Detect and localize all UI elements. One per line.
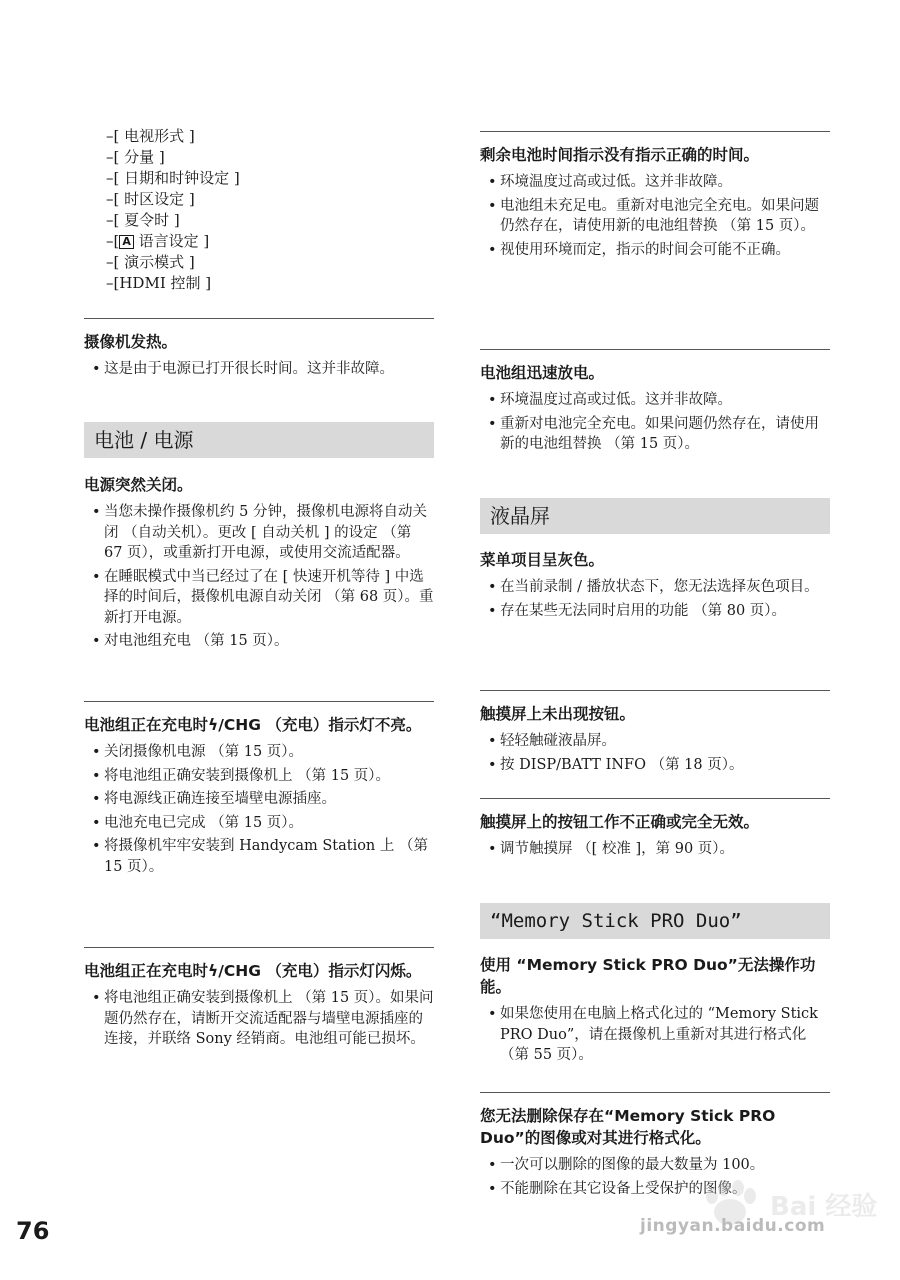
band-title: 液晶屏 (490, 504, 550, 528)
section-power-off (84, 474, 434, 655)
bullet-item: • 重新对电池完全充电。如果问题仍然存在，请使用新的电池组替换 （第 15 页）。 (480, 414, 830, 455)
section-chg-flashing (84, 947, 434, 1053)
section-heading: 剩余电池时间指示没有指示正确的时间。 (480, 146, 760, 164)
section-heading: 使用 “Memory Stick PRO Duo”无法操作功能。 (480, 956, 816, 996)
bullet-item: • 电池组未充足电。重新对电池完全充电。如果问题仍然存在，请使用新的电池组替换 （第 15 页）。 (480, 196, 830, 237)
section-no-buttons (480, 690, 830, 778)
menu-list-item: –[ 时区设定 ] (106, 190, 195, 208)
section-heading: 触摸屏上未出现按钮。 (480, 705, 636, 723)
band-title: 电池 / 电源 (94, 428, 194, 452)
section-battery-time (480, 131, 830, 263)
bullet-item: • 在睡眠模式中当已经过了在 [ 快速开机等待 ] 中选择的时间后，摄像机电源自动关闭 （第 68 页）。重新打开电源。 (84, 567, 434, 629)
bullet-item: • 按 DISP/BATT INFO （第 18 页）。 (480, 755, 830, 776)
menu-list-item: –[ 演示模式 ] (106, 253, 195, 271)
menu-list-item-language: –[ A 语言设定 ] (106, 232, 210, 250)
bullet-item: • 环境温度过高或过低。这并非故障。 (480, 172, 830, 193)
language-icon: A (119, 235, 134, 249)
section-heading: 电池组迅速放电。 (480, 364, 605, 382)
section-camera-hot (84, 318, 434, 383)
section-heading: 电源突然关闭。 (84, 476, 193, 494)
section-ms-function (480, 954, 830, 1069)
bullet-item: • 不能删除在其它设备上受保护的图像。 (480, 1179, 830, 1200)
bullet-item: • 关闭摄像机电源 （第 15 页）。 (84, 742, 434, 763)
menu-list-item: –[ 夏令时 ] (106, 211, 180, 229)
section-heading: 摄像机发热。 (84, 333, 178, 351)
bullet-item: • 电池充电已完成 （第 15 页）。 (84, 813, 434, 834)
bullet-item: • 调节触摸屏 （[ 校准 ]，第 90 页）。 (480, 839, 830, 860)
page-number: 76 (16, 1217, 50, 1245)
bullet-item: • 轻轻触碰液晶屏。 (480, 731, 830, 752)
section-heading: 电池组正在充电时ϟ/CHG （充电）指示灯闪烁。 (84, 962, 422, 980)
bullet-item: • 环境温度过高或过低。这并非故障。 (480, 390, 830, 411)
section-heading: 电池组正在充电时ϟ/CHG （充电）指示灯不亮。 (84, 716, 422, 734)
bullet-item: • 这是由于电源已打开很长时间。这并非故障。 (84, 359, 434, 380)
menu-list-item: –[ 日期和时钟设定 ] (106, 169, 240, 187)
menu-list-item: –[HDMI 控制 ] (106, 274, 212, 292)
menu-list-item: –[ 分量 ] (106, 148, 165, 166)
bullet-item: • 在当前录制 / 播放状态下，您无法选择灰色项目。 (480, 577, 830, 598)
bullet-item: • 当您未操作摄像机约 5 分钟，摄像机电源将自动关闭 （自动关机）。更改 [ 自动关机 ] 的设定 （第 67 页），或重新打开电源，或使用交流适配器。 (84, 502, 434, 564)
section-band-battery (84, 422, 434, 458)
bullet-item: • 如果您使用在电脑上格式化过的 “Memory Stick PRO Duo”，请在摄像机上重新对其进行格式化 （第 55 页）。 (480, 1004, 830, 1066)
watermark-logo-text: Bai 经验 (770, 1192, 878, 1222)
section-chg-not-lit (84, 701, 434, 880)
section-battery-drain (480, 349, 830, 458)
bullet-item: • 将电池组正确安装到摄像机上 （第 15 页）。如果问题仍然存在，请断开交流适配器与墙壁电源插座的连接，并联络 Sony 经销商。电池组可能已损坏。 (84, 988, 434, 1050)
bullet-item: • 存在某些无法同时启用的功能 （第 80 页）。 (480, 601, 830, 622)
bullet-item: • 对电池组充电 （第 15 页）。 (84, 631, 434, 652)
section-band-lcd (480, 498, 830, 534)
section-heading: 触摸屏上的按钮工作不正确或完全无效。 (480, 813, 760, 831)
bullet-item: • 视使用环境而定，指示的时间会可能不正确。 (480, 240, 830, 261)
band-title: “Memory Stick PRO Duo” (490, 910, 742, 932)
section-band-memory-stick (480, 903, 830, 939)
menu-list-item: –[ 电视形式 ] (106, 127, 195, 145)
section-menu-gray (480, 549, 830, 624)
watermark-url: jingyan.baidu.com (640, 1216, 826, 1236)
bullet-item: • 将电源线正确连接至墙壁电源插座。 (84, 789, 434, 810)
section-heading: 菜单项目呈灰色。 (480, 551, 605, 569)
bullet-item: • 将电池组正确安装到摄像机上 （第 15 页）。 (84, 766, 434, 787)
section-buttons-invalid (480, 798, 830, 863)
bullet-item: • 一次可以删除的图像的最大数量为 100。 (480, 1155, 830, 1176)
bullet-item: • 将摄像机牢牢安装到 Handycam Station 上 （第 15 页）。 (84, 836, 434, 877)
section-heading: 您无法删除保存在“Memory Stick PRO Duo”的图像或对其进行格式化。 (480, 1107, 776, 1147)
menu-settings-list (106, 126, 240, 294)
